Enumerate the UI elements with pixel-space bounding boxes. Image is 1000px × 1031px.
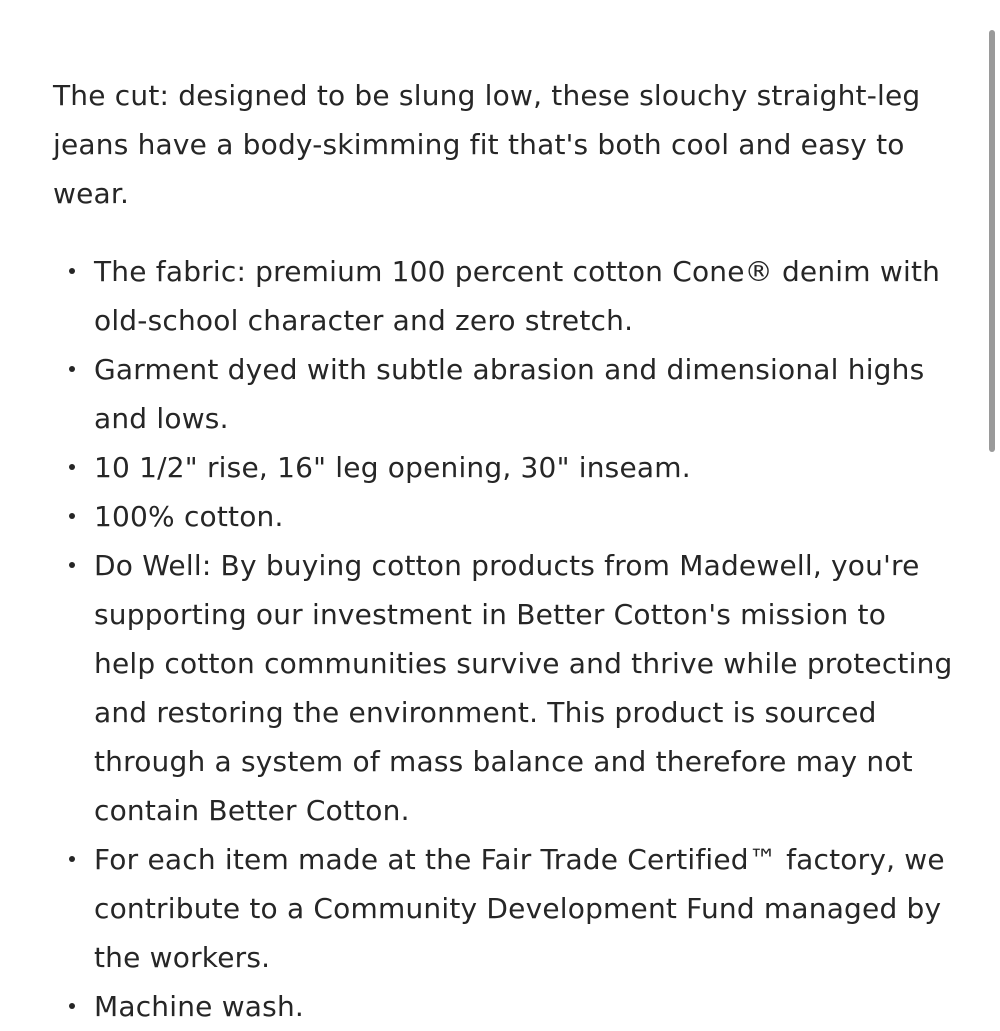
scrollbar[interactable] [984,0,1000,1000]
bullet-icon [69,513,75,519]
list-item [94,492,953,541]
feature-list [53,247,953,1031]
list-item [94,443,953,492]
bullet-icon [69,268,75,274]
list-item-text: 10 1/2" rise, 16" leg opening, 30" inseam. [94,451,691,484]
list-item-text: 100% cotton. [94,500,284,533]
description-intro: The cut: designed to be slung low, these slouchy straight-leg jeans have a body-skimming fit that's both cool and easy to wear. [53,79,921,210]
bullet-icon [69,366,75,372]
list-item-text: The fabric: premium 100 percent cotton Cone® denim with old-school character and zero stretch. [94,255,941,337]
list-item [94,247,953,345]
product-description [53,71,953,1031]
bullet-icon [69,562,75,568]
list-item [94,345,953,443]
bullet-icon [69,856,75,862]
list-item-text: For each item made at the Fair Trade Certified™ factory, we contribute to a Community Development Fund managed by the workers. [94,843,945,974]
list-item [94,541,953,835]
list-item-text: Garment dyed with subtle abrasion and dimensional highs and lows. [94,353,925,435]
list-item [94,982,953,1031]
list-item-text: Machine wash. [94,990,305,1023]
list-item-text: Do Well: By buying cotton products from Madewell, you're supporting our investment in Better Cotton's mission to help cotton communities survive and thrive while protecting and restoring the environment. This product is sourced through a system of mass balance and therefore may not contain Better Cotton. [94,549,953,827]
bullet-icon [69,464,75,470]
list-item [94,835,953,982]
scrollbar-thumb[interactable] [989,30,995,452]
bullet-icon [69,1003,75,1009]
